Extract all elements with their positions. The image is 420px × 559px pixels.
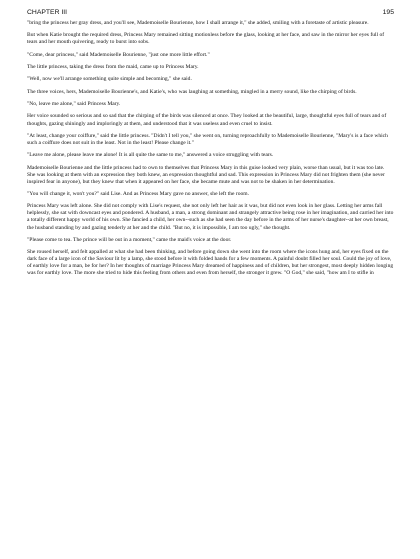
paragraph: Princess Mary was left alone. She did not comply with Lise's request, she not only left her hair as it was, but did not even look in her glass. Letting her arms fall helplessly, she sat with downcast eyes and pondered. A husband, a man, a strong dominant and strangely attractive being rose in her imagination, and carried her into a totally different happy world of his own. She fancied a child, her own--such as she had seen the day before in the arms of her nurse's daughter--at her own breast, the husband standing by and gazing tenderly at her and the child. "But no, it is impossible, I am too ugly," she thought. xyxy=(27,203,394,231)
paragraph: "Come, dear princess," said Mademoiselle Bourienne, "just one more little effort." xyxy=(27,51,210,58)
paragraph: "Well, now we'll arrange something quite simple and becoming," she said. xyxy=(27,76,192,83)
paragraph: Mademoiselle Bourienne and the little princess had to own to themselves that Princess Mary in this guise looked very plain, worse than usual, but it was too late. She was looking at them with an expression they both knew, an expression thoughtful and sad. This expression in Princess Mary did not frighten them (she never inspired fear in anyone), but they knew that when it appeared on her face, she became mute and was not to be shaken in her determination. xyxy=(27,164,385,185)
paragraph: "Leave me alone, please leave me alone! It is all quite the same to me," answered a voice struggling with tears. xyxy=(27,152,274,159)
body-text xyxy=(27,20,394,277)
paragraph: "bring the princess her gray dress, and you'll see, Mademoiselle Bourienne, how I shall arrange it," she added, smiling with a foretaste of artistic pleasure. xyxy=(27,20,369,26)
paragraph: The little princess, taking the dress from the maid, came up to Princess Mary. xyxy=(27,64,199,71)
paragraph: "At least, change your coiffure," said the little princess. "Didn't I tell you," she went on, turning reproachfully to Mademoiselle Bourienne, "Mary's is a face which such a coiffure does not suit in the least. Not in the least! Please change it." xyxy=(27,132,388,146)
page-header xyxy=(27,9,394,17)
paragraph: "You will change it, won't you?" said Lise. And as Princess Mary gave no answer, she left the room. xyxy=(27,191,249,198)
chapter-title: CHAPTER III xyxy=(27,9,68,16)
page-number: 195 xyxy=(382,9,394,16)
paragraph: She roused herself, and felt appalled at what she had been thinking, and before going down she went into the room where the icons hung and, her eyes fixed on the dark face of a large icon of the Saviour lit by a lamp, she stood before it with folded hands for a few moments. A painful doubt filled her soul. Could the joy of love, of earthly love for a man, be for her? In her thoughts of marriage Princess Mary dreamed of happiness and of children, but her strongest, most deeply hidden longing was for earthly love. The more she tried to hide this feeling from others and even from herself, the stronger it grew. "O God," she said, "how am I to stifle in xyxy=(27,249,394,277)
paragraph: Her voice sounded so serious and so sad that the chirping of the birds was silenced at once. They looked at the beautiful, large, thoughtful eyes full of tears and of thoughts, gazing shiningly and imploringly at them, and understood that it was useless and even cruel to insist. xyxy=(27,113,387,127)
paragraph: The three voices, hers, Mademoiselle Bourienne's, and Katie's, who was laughing at something, mingled in a merry sound, like the chirping of birds. xyxy=(27,88,357,95)
paragraph: "No, leave me alone," said Princess Mary. xyxy=(27,101,121,108)
paragraph: "Please come to tea. The prince will be out in a moment," came the maid's voice at the door. xyxy=(27,236,232,243)
paragraph: But when Katie brought the required dress, Princess Mary remained sitting motionless before the glass, looking at her face, and saw in the mirror her eyes full of tears and her mouth quivering, ready to burst into sobs. xyxy=(27,32,385,46)
